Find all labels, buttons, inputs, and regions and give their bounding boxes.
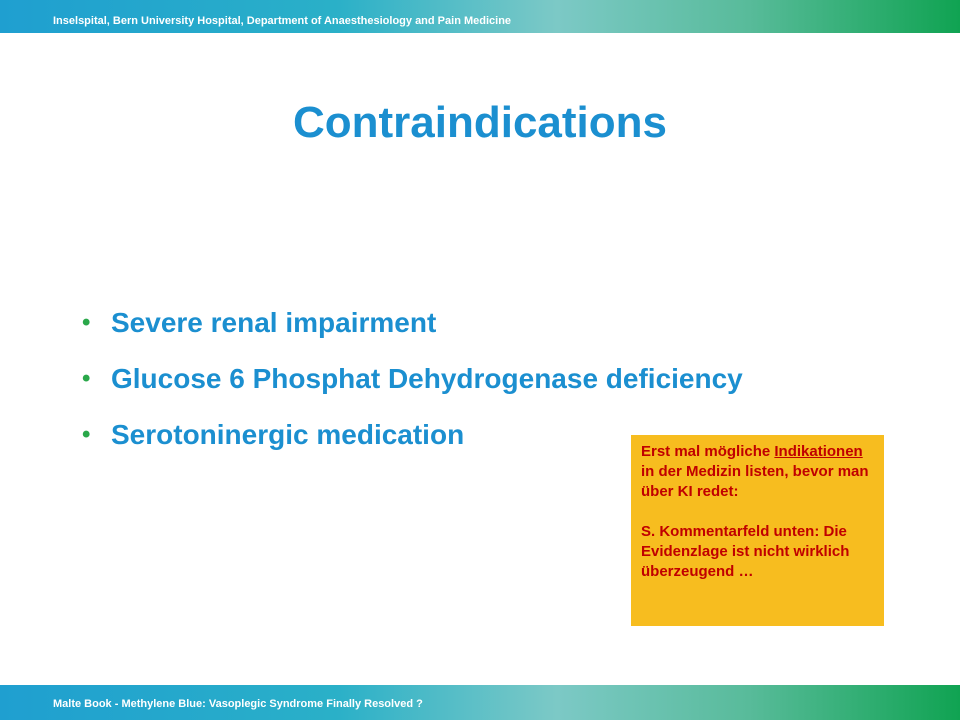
footer-band <box>0 685 960 720</box>
note-text: Erst mal mögliche <box>641 443 775 460</box>
bullet-dot-icon: • <box>82 309 91 336</box>
comment-note <box>631 435 884 626</box>
note-underlined-text: Indikationen <box>774 443 863 460</box>
slide-title: Contraindications <box>292 98 668 147</box>
bullet-dot-icon: • <box>82 365 91 392</box>
bullet-text: Glucose 6 Phosphat Dehydrogenase deficiency <box>111 363 743 394</box>
bullet-text: Severe renal impairment <box>111 307 437 338</box>
header-text: Inselspital, Bern University Hospital, Department of Anaesthesiology and Pain Medicine <box>53 15 512 27</box>
note-spacer <box>641 502 874 522</box>
header-band <box>0 0 960 33</box>
bullet-dot-icon: • <box>82 421 91 448</box>
note-paragraph: S. Kommentarfeld unten: Die Evidenzlage ist nicht wirklich überzeugend … <box>641 523 850 580</box>
bullet-item <box>82 359 743 415</box>
note-text: in der Medizin listen, bevor man über KI redet: <box>641 463 869 500</box>
note-paragraph <box>641 442 874 502</box>
bullet-text: Serotoninergic medication <box>111 419 465 450</box>
footer-text: Malte Book - Methylene Blue: Vasoplegic Syndrome Finally Resolved ? <box>53 698 423 710</box>
bullet-item <box>82 303 743 359</box>
